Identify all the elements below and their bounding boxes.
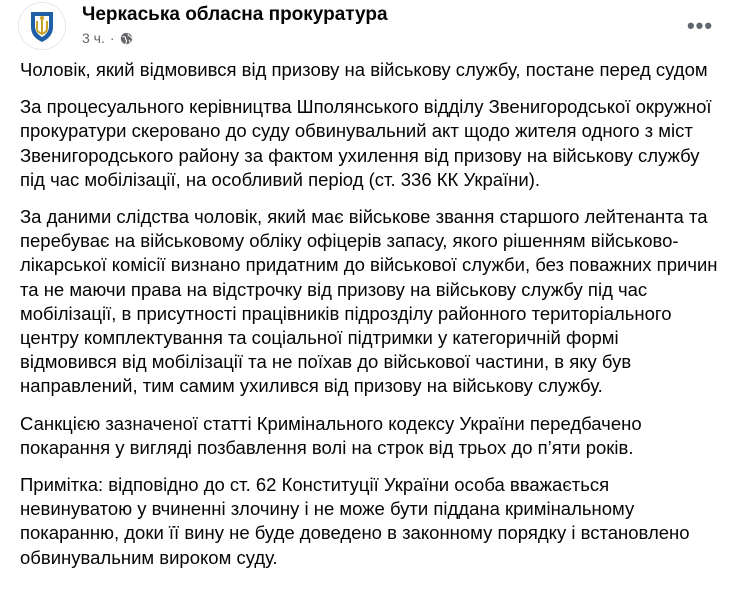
post-text [20, 58, 720, 583]
meta-separator: · [109, 30, 115, 46]
post-header [18, 0, 718, 58]
post-paragraph: Примітка: відповідно до ст. 62 Конституції України особа вважається невинуватою у вчиненні злочину і не може бути піддана кримінальному покаранню, доки її вину не буде доведено в законному порядку і встановлено обвинувальним вироком суду. [20, 474, 690, 568]
post-paragraph: Санкцією зазначеної статті Кримінального кодексу України передбачено покарання у вигляді позбавлення волі на строк від трьох до п’яти років. [20, 412, 642, 458]
more-horizontal-icon: ••• [686, 13, 714, 38]
more-options-button[interactable] [682, 8, 718, 44]
post-paragraph: За даними слідства чоловік, який має військове звання старшого лейтенанта та перебуває на військовому обліку офіцерів запасу, якого рішенням військово-лікарської комісії визнано придатним до військової служби, без поважних причин та не маючи права на відстрочку від призову на військову службу під час мобілізації, в присутності працівників підрозділу районного територіального центру комплектування та соціальної підтримки у категоричній формі відмовився від мобілізації та не поїхав до військової частини, в яку був направлений, тим самим ухилився від призову на військову службу. [20, 206, 718, 397]
page-name-link[interactable]: Черкаська обласна прокуратура [82, 4, 388, 25]
prosecutor-emblem-icon [19, 3, 65, 49]
post-timestamp[interactable]: 3 ч. [82, 30, 105, 46]
page-avatar[interactable] [18, 2, 66, 50]
post-paragraph: За процесуального керівництва Шполянського відділу Звенигородської окружної прокуратури скеровано до суду обвинувальний акт щодо жителя одного з міст Звенигородського району за фактом ухилення від призову на військову службу під час мобілізації, на особливий період (ст. 336 КК України). [20, 96, 712, 190]
post-paragraph-title: Чоловік, який відмовився від призову на військову службу, постане перед судом [20, 59, 708, 80]
globe-icon[interactable] [120, 32, 133, 45]
post-meta [82, 30, 133, 46]
